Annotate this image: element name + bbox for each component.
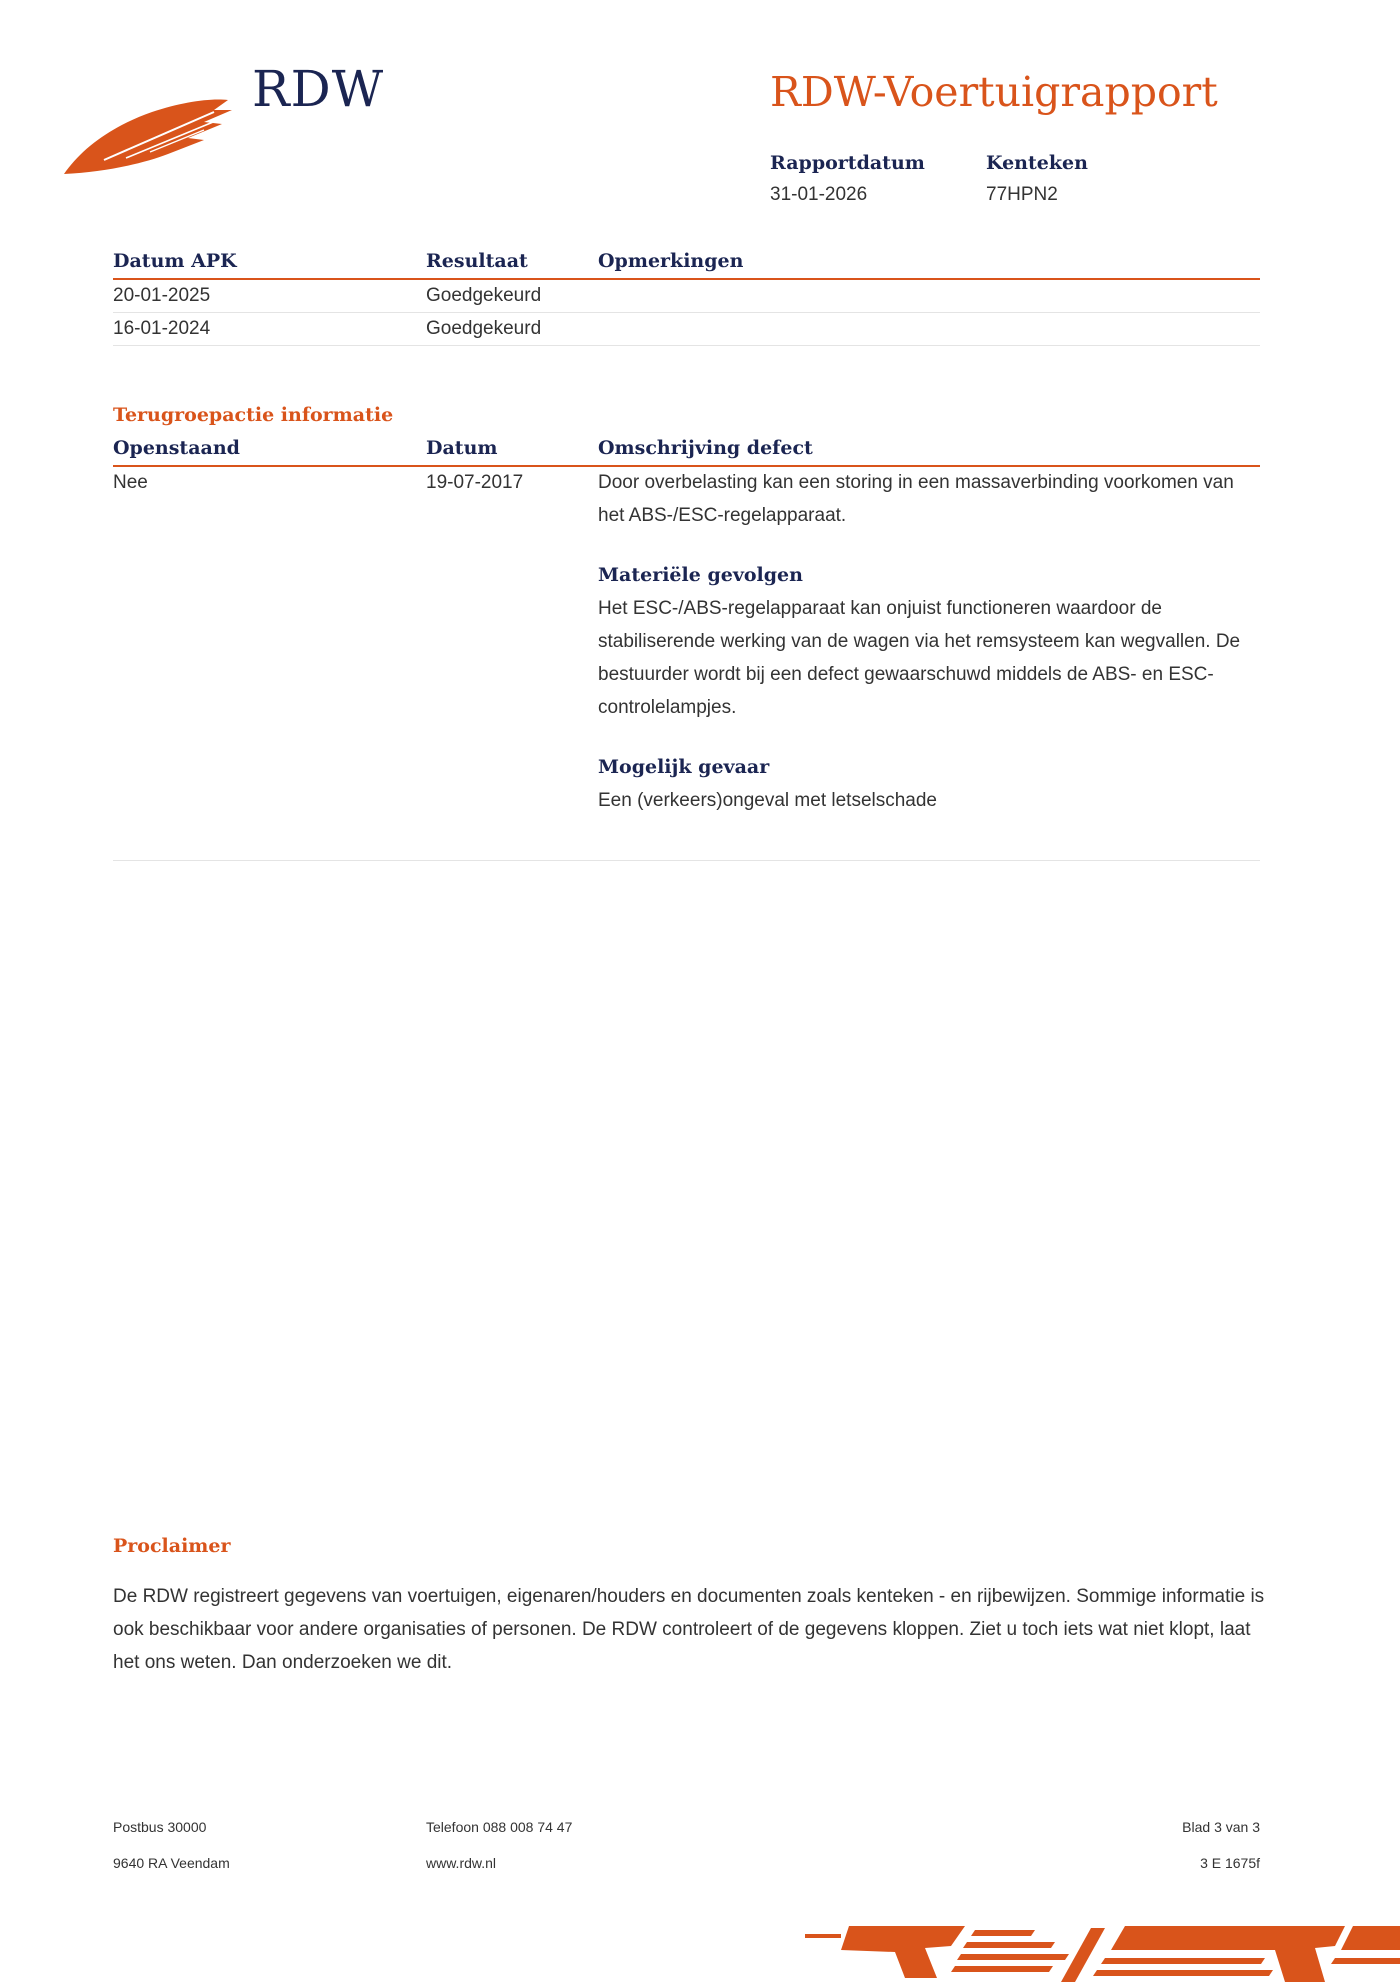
danger-text: Een (verkeers)ongeval met letselschade: [598, 790, 938, 811]
rdw-footer-stripes-icon: [805, 1922, 1400, 1982]
recall-section-title: Terugroepactie informatie: [113, 404, 394, 426]
recall-date-value: 19-07-2017: [426, 472, 524, 493]
plate-label: Kenteken: [986, 152, 1088, 174]
logo-text: RDW: [252, 60, 385, 118]
table-row: [113, 313, 1260, 346]
consequences-text: Het ESC-/ABS-regelapparaat kan onjuist functioneren waardoor de stabiliserende werking van de wagen via het remsysteem kan wegvallen. De bestuurder wordt bij een defect gewaarschuwd middels de ABS- en ESC-controlelampjes.: [598, 598, 1241, 718]
apk-header-result: Resultaat: [426, 250, 528, 272]
rdw-wing-logo-icon: [64, 88, 234, 178]
apk-header-date: Datum APK: [113, 250, 237, 272]
apk-table: [113, 250, 1260, 346]
apk-row-date: 16-01-2024: [113, 318, 211, 339]
table-row: [113, 280, 1260, 313]
footer-address-line2: 9640 RA Veendam: [113, 1855, 230, 1871]
apk-row-date: 20-01-2025: [113, 285, 211, 306]
recall-table-header: [113, 437, 1260, 467]
apk-table-header: [113, 250, 1260, 280]
footer-phone: Telefoon 088 008 74 47: [426, 1819, 573, 1835]
recall-header-date: Datum: [426, 437, 498, 459]
disclaimer-title: Proclaimer: [113, 1535, 231, 1557]
disclaimer-text: De RDW registreert gegevens van voertuigen, eigenaren/houders en documenten zoals kenteken - en rijbewijzen. Sommige informatie is ook beschikbaar voor andere organisaties of personen. De RDW controleert of de gegevens kloppen. Ziet u toch iets wat niet klopt, laat het ons weten. Dan onderzoeken we dit.: [113, 1586, 1265, 1673]
recall-header-open: Openstaand: [113, 437, 240, 459]
footer-address-line1: Postbus 30000: [113, 1819, 207, 1835]
footer-website: www.rdw.nl: [426, 1855, 497, 1871]
report-date-label: Rapportdatum: [770, 152, 925, 174]
report-date-value: 31-01-2026: [770, 184, 868, 205]
plate-value: 77HPN2: [986, 184, 1058, 205]
apk-row-result: Goedgekeurd: [426, 285, 542, 306]
report-title: RDW-Voertuigrapport: [770, 68, 1218, 116]
apk-row-result: Goedgekeurd: [426, 318, 542, 339]
recall-header-description: Omschrijving defect: [598, 437, 813, 459]
apk-header-remarks: Opmerkingen: [598, 250, 744, 272]
footer-code: 3 E 1675f: [1200, 1855, 1260, 1871]
footer-page-number: Blad 3 van 3: [1182, 1819, 1260, 1835]
recall-defect-details: [598, 466, 1248, 817]
recall-open-value: Nee: [113, 472, 148, 493]
danger-title: Mogelijk gevaar: [598, 756, 770, 778]
defect-description: Door overbelasting kan een storing in een massaverbinding voorkomen van het ABS-/ESC-regelapparaat.: [598, 472, 1234, 526]
consequences-title: Materiële gevolgen: [598, 564, 803, 586]
report-date-block: [770, 152, 925, 206]
plate-block: [986, 152, 1088, 206]
